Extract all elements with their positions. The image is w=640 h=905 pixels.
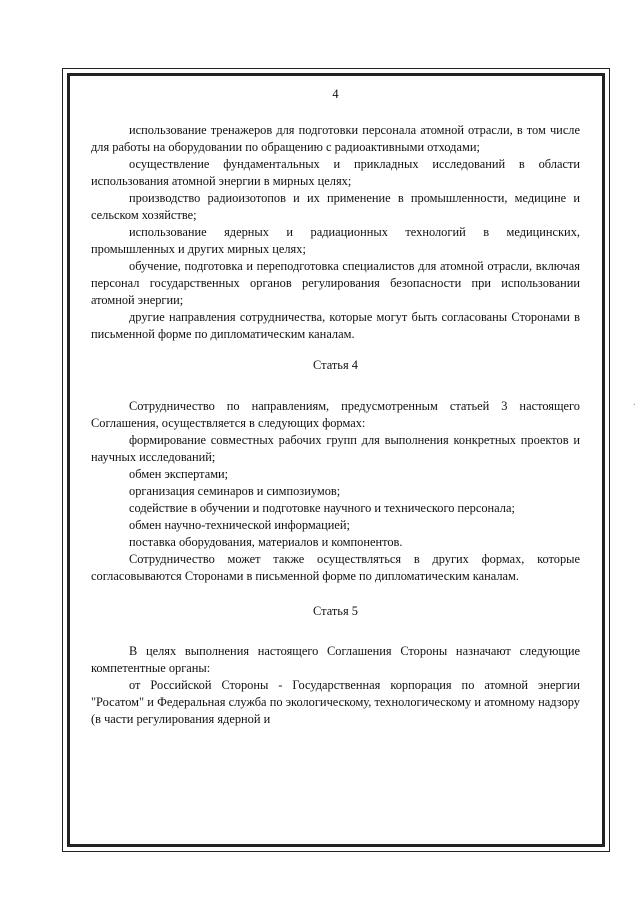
list-item: осуществление фундаментальных и прикладных исследований в области использования атомной энергии в мирных целях; [91, 157, 580, 188]
list-item: использование ядерных и радиационных технологий в медицинских, промышленных и других мирных целях; [91, 225, 580, 256]
list-item: формирование совместных рабочих групп для выполнения конкретных проектов и научных исследований; [91, 433, 580, 464]
list-item: от Российской Стороны - Государственная корпорация по атомной энергии "Росатом" и Федеральная служба по экологическому, технологическому и атомному надзору (в части регулирования ядерной и [91, 678, 580, 726]
list-item: содействие в обучении и подготовке научного и технического персонала; [129, 501, 515, 515]
list-item: организация семинаров и симпозиумов; [129, 484, 341, 498]
article-4-intro: Сотрудничество по направлениям, предусмотренным статьей 3 настоящего Соглашения, осуществляется в следующих формах: [91, 399, 580, 430]
list-item: поставка оборудования, материалов и компонентов. [129, 535, 403, 549]
list-item: обмен научно-технической информацией; [129, 518, 350, 532]
article-5-heading: Статья 5 [313, 604, 358, 618]
article-5-intro: В целях выполнения настоящего Соглашения Стороны назначают следующие компетентные органы: [91, 644, 580, 675]
document-page [91, 86, 580, 728]
list-item: производство радиоизотопов и их применение в промышленности, медицине и сельском хозяйстве; [91, 191, 580, 222]
list-item: обучение, подготовка и переподготовка специалистов для атомной отрасли, включая персонал государственных органов регулирования безопасности при использовании атомной энергии; [91, 259, 580, 307]
article-4-heading: Статья 4 [313, 358, 358, 372]
list-item: другие направления сотрудничества, которые могут быть согласованы Сторонами в письменной форме по дипломатическим каналам. [91, 310, 580, 341]
list-item: использование тренажеров для подготовки персонала атомной отрасли, в том числе для работы на оборудовании по обращению с радиоактивными отходами; [91, 123, 580, 154]
margin-mark: · [632, 400, 636, 411]
article-4-closing: Сотрудничество может также осуществляться в других формах, которые согласовываются Сторонами в письменной форме по дипломатическим каналам. [91, 552, 580, 583]
list-item: обмен экспертами; [129, 467, 229, 481]
page-number: 4 [332, 87, 339, 101]
